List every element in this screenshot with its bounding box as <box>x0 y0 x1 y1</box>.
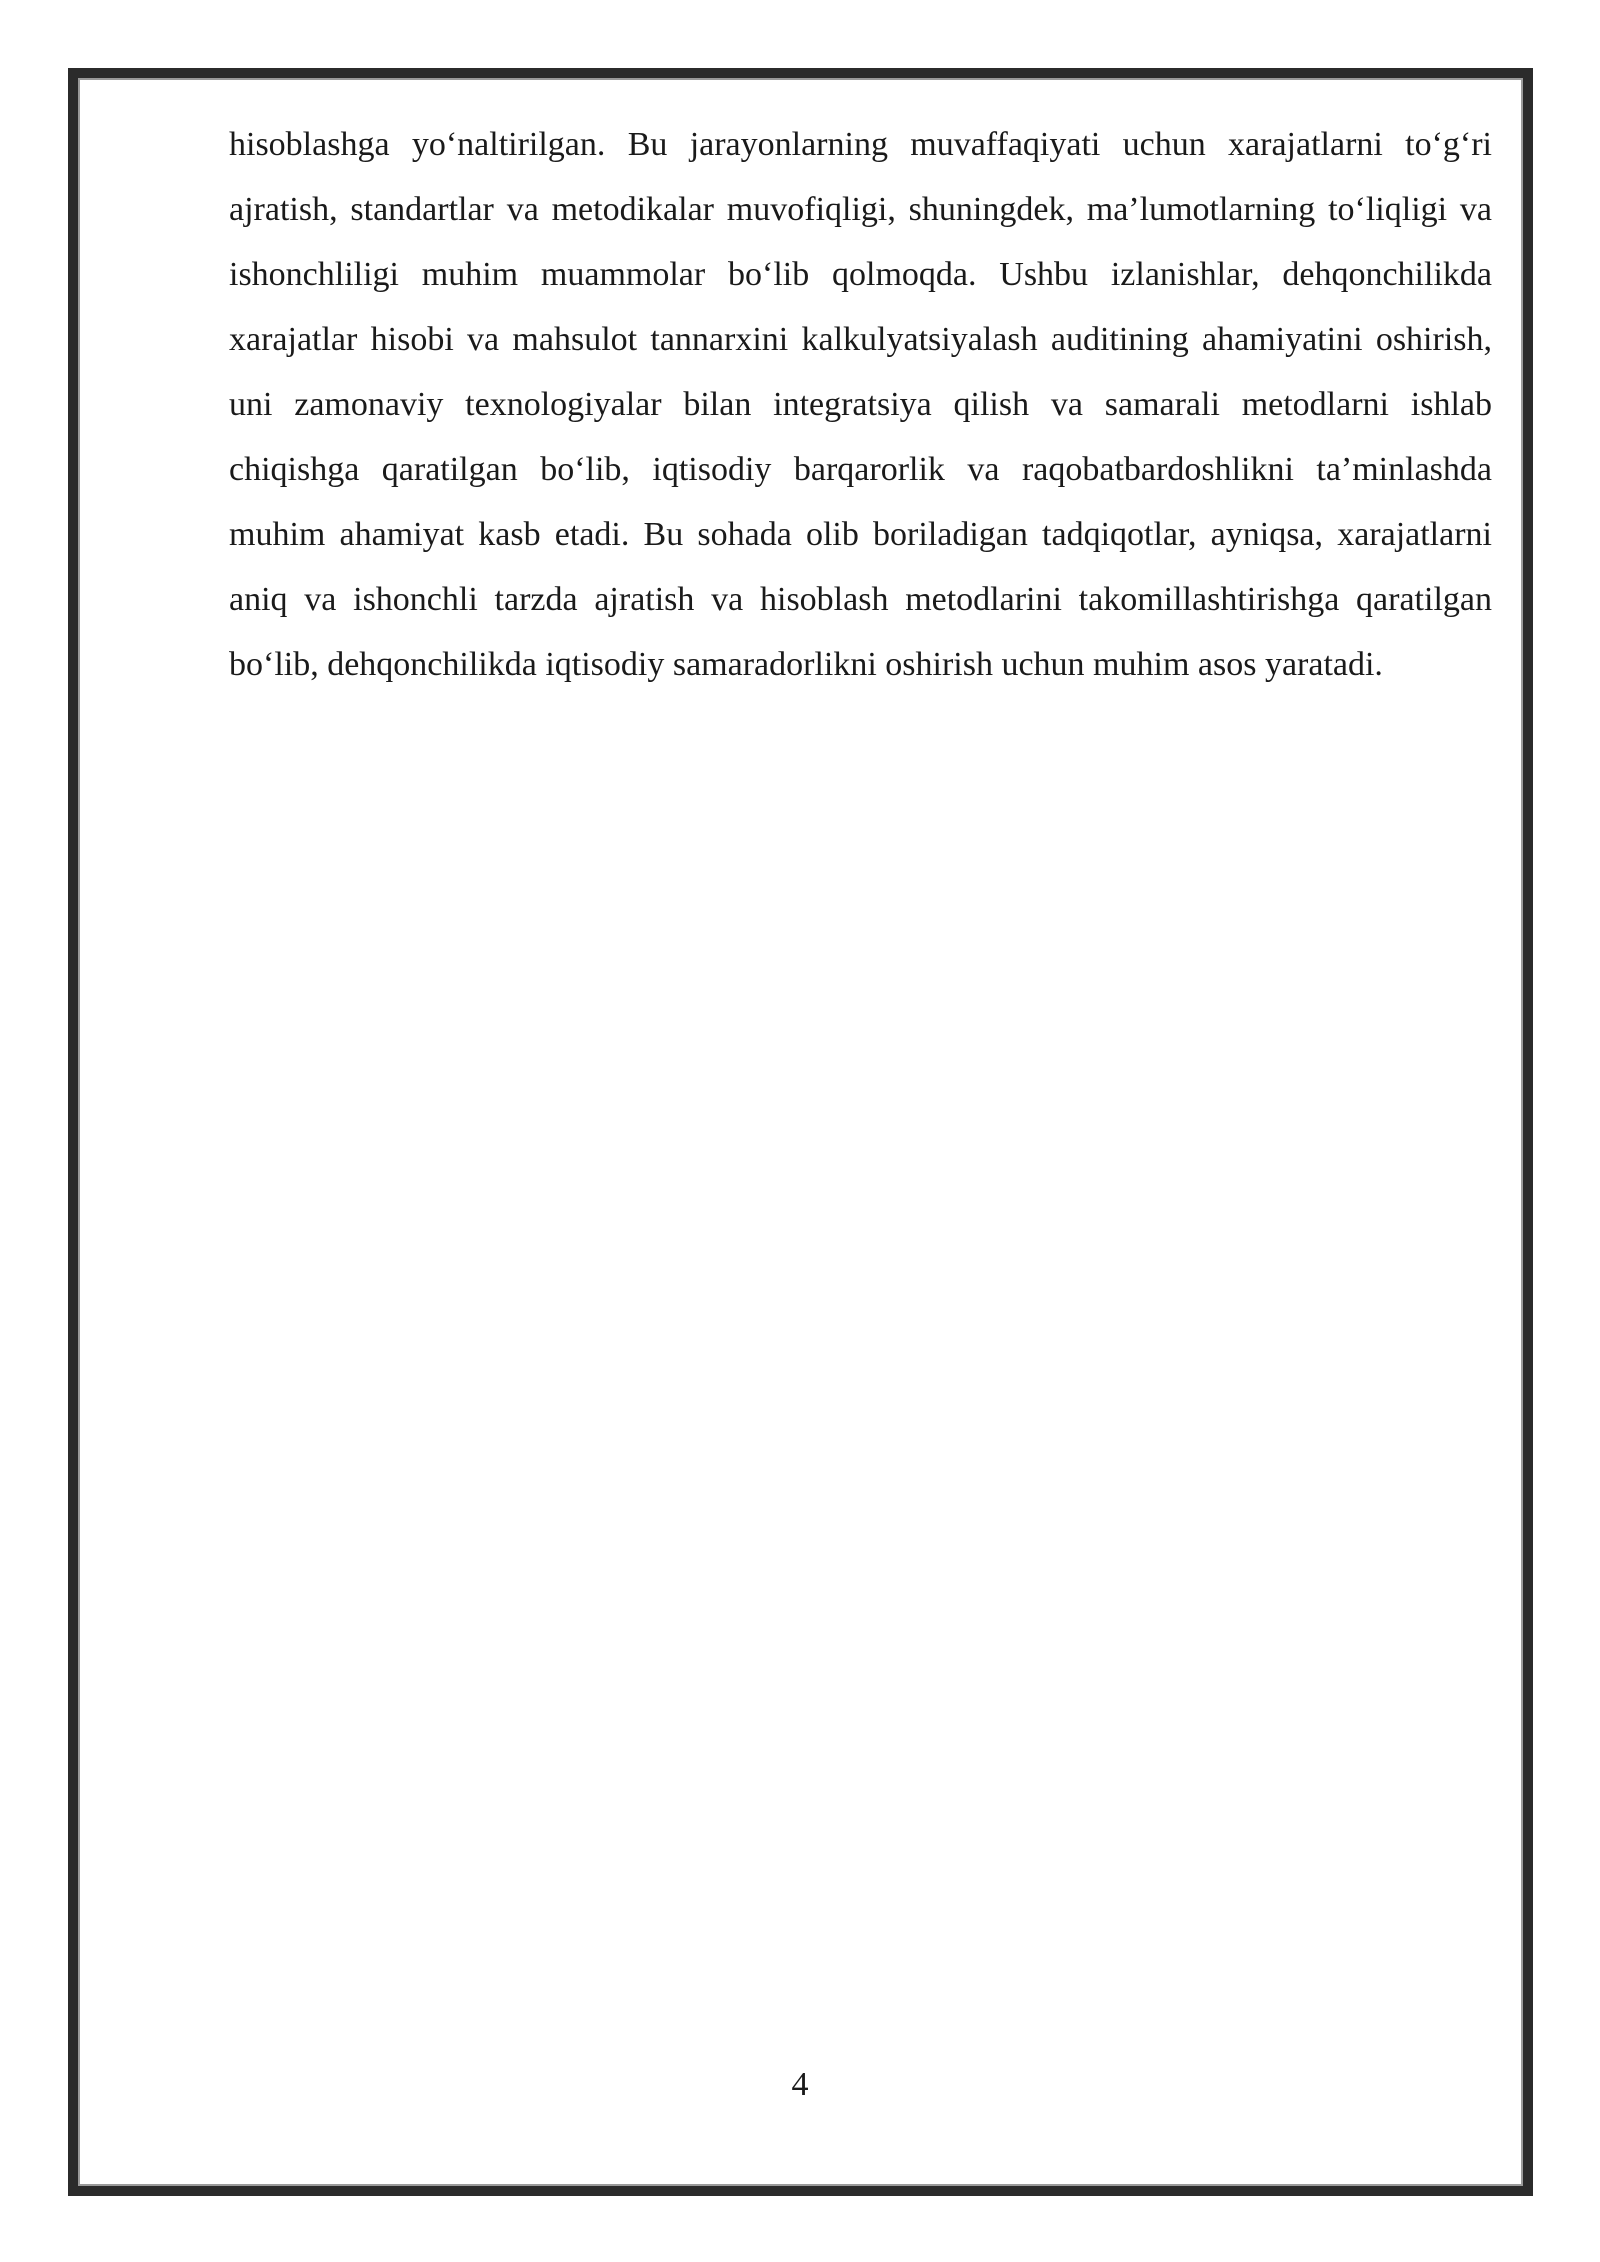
page-number: 4 <box>791 2066 809 2103</box>
body-paragraph: hisoblashga yo‘naltirilgan. Bu jarayonlarning muvaffaqiyati uchun xarajatlarni to‘g‘ri ajratish, standartlar va metodikalar muvofiqligi, shuningdek, ma’lumotlarning to‘liqligi va ishonchliligi muhim muammolar bo‘lib qolmoqda. Ushbu izlanishlar, dehqonchilikda xarajatlar hisobi va mahsulot tannarxini kalkulyatsiyalash auditining ahamiyatini oshirish, uni zamonaviy texnologiyalar bilan integratsiya qilish va samarali metodlarni ishlab chiqishga qaratilgan bo‘lib, iqtisodiy barqarorlik va raqobatbardoshlikni ta’minlashda muhim ahamiyat kasb etadi. Bu sohada olib boriladigan tadqiqotlar, ayniqsa, xarajatlarni aniq va ishonchli tarzda ajratish va hisoblash metodlarini takomillashtirishga qaratilgan bo‘lib, dehqonchilikda iqtisodiy samaradorlikni oshirish uchun muhim asos yaratadi. <box>229 126 1492 683</box>
